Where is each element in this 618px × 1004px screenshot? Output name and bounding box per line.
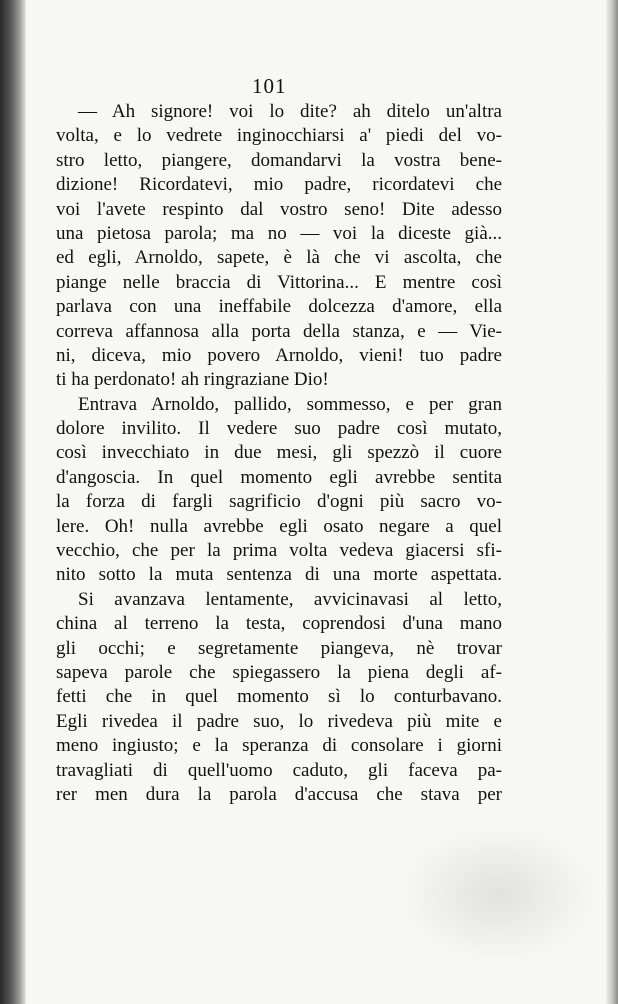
- text-line: Entrava Arnoldo, pallido, sommesso, e per gran: [78, 393, 502, 415]
- text-line: china al terreno la testa, coprendosi d'una mano: [56, 613, 502, 635]
- text-line: parlava con una ineffabile dolcezza d'amore, ella: [56, 296, 502, 318]
- text-line: travagliati di quell'uomo caduto, gli faceva pa-: [56, 759, 502, 781]
- text-line: fetti che in quel momento sì lo conturbavano.: [56, 686, 502, 708]
- text-line: ni, diceva, mio povero Arnoldo, vieni! tuo padre: [56, 344, 502, 366]
- text-line: dizione! Ricordatevi, mio padre, ricordatevi che: [56, 174, 502, 196]
- text-line: d'angoscia. In quel momento egli avrebbe sentita: [56, 466, 502, 488]
- page-stain: [398, 824, 598, 964]
- text-line: nito sotto la muta sentenza di una morte aspettata.: [56, 564, 502, 586]
- text-line: così invecchiato in due mesi, gli spezzò il cuore: [56, 442, 502, 464]
- text-line: vecchio, che per la prima volta vedeva giacersi sfi-: [56, 540, 502, 562]
- body-text: [56, 100, 502, 807]
- text-line: Egli rivedea il padre suo, lo rivedeva più mite e: [56, 710, 502, 732]
- page-number: 101: [252, 74, 287, 98]
- text-line: piange nelle braccia di Vittorina... E mentre così: [56, 271, 502, 293]
- text-line: rer men dura la parola d'accusa che stava per: [56, 783, 502, 805]
- text-line: volta, e lo vedrete inginocchiarsi a' piedi del vo-: [56, 125, 502, 147]
- text-line: voi l'avete respinto dal vostro seno! Dite adesso: [56, 198, 502, 220]
- text-line: stro letto, piangere, domandarvi la vostra bene-: [56, 149, 502, 171]
- text-line: Si avanzava lentamente, avvicinavasi al letto,: [78, 588, 502, 610]
- book-spine-shadow: [0, 0, 26, 1004]
- text-line: correva affannosa alla porta della stanza, e — Vie-: [56, 320, 502, 342]
- text-line: ti ha perdonato! ah ringraziane Dio!: [56, 369, 329, 391]
- page-edge-shadow: [606, 0, 618, 1004]
- text-line: meno ingiusto; e la speranza di consolare i giorni: [56, 735, 502, 757]
- text-line: ed egli, Arnoldo, sapete, è là che vi ascolta, che: [56, 247, 502, 269]
- text-line: sapeva parole che spiegassero la piena degli af-: [56, 661, 502, 683]
- text-line: dolore invilito. Il vedere suo padre così mutato,: [56, 418, 502, 440]
- text-line: — Ah signore! voi lo dite? ah ditelo un'altra: [78, 101, 502, 122]
- text-line: lere. Oh! nulla avrebbe egli osato negare a quel: [56, 515, 502, 537]
- text-line: la forza di fargli sagrificio d'ogni più sacro vo-: [56, 491, 502, 513]
- text-line: una pietosa parola; ma no — voi la diceste già...: [56, 222, 502, 244]
- text-line: gli occhi; e segretamente piangeva, nè trovar: [56, 637, 502, 659]
